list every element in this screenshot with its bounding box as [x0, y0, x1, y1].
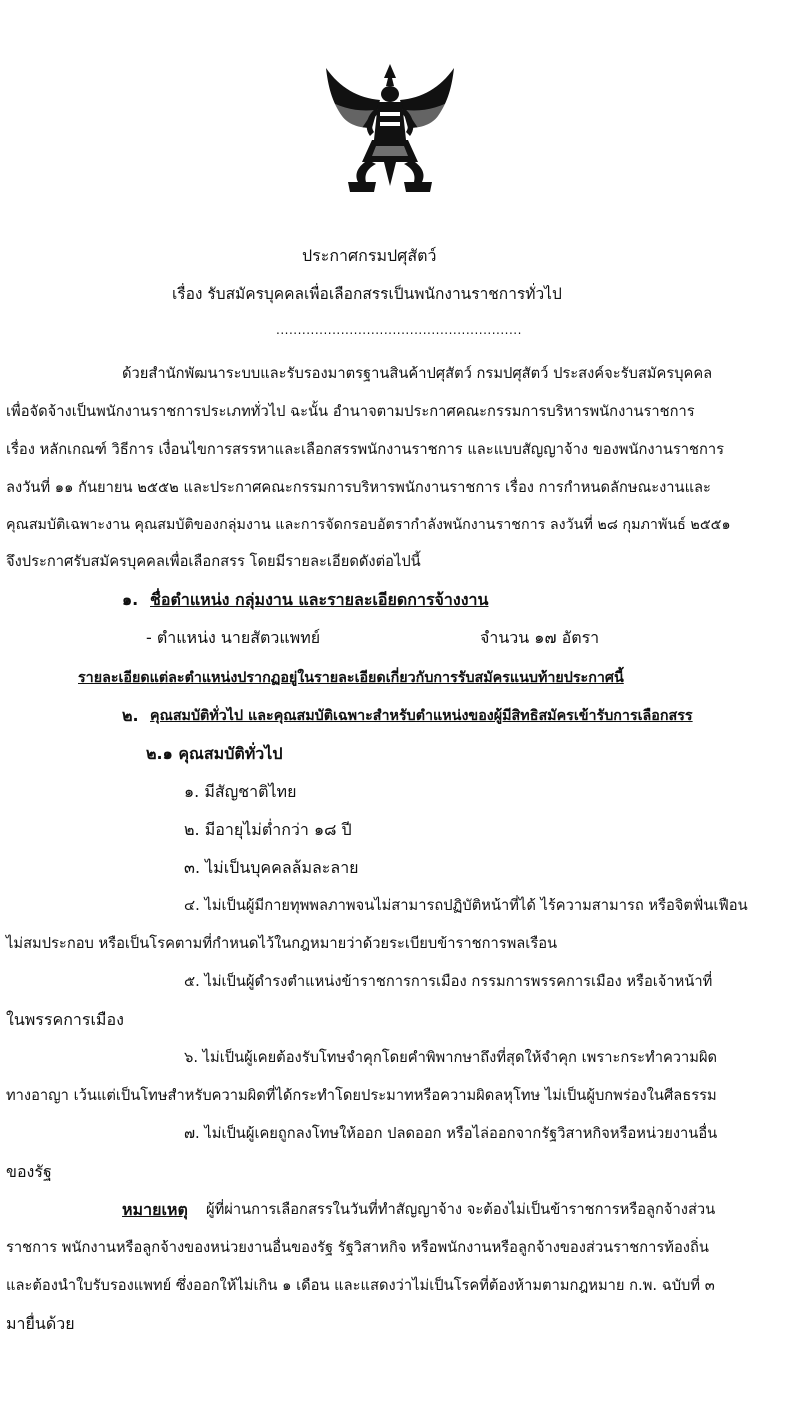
remark-line-2: ราชการ พนักงานหรือลูกจ้างของหน่วยงานอื่นของรัฐ รัฐวิสาหกิจ หรือพนักงานหรือลูกจ้างของส่วนราชการท้องถิ่น	[6, 1239, 709, 1256]
intro-line-5: คุณสมบัติเฉพาะงาน คุณสมบัติของกลุ่มงาน และการจัดกรอบอัตรากำลังพนักงานราชการ ลงวันที่ ๒๘ กุมภาพันธ์ ๒๕๕๑	[6, 517, 731, 533]
qualification-item: ๕. ไม่เป็นผู้ดำรงตำแหน่งข้าราชการการเมือง กรรมการพรรคการเมือง หรือเจ้าหน้าที่	[184, 973, 713, 990]
qualification-item-continued: ของรัฐ	[6, 1162, 52, 1181]
intro-line-2: เพื่อจัดจ้างเป็นพนักงานราชการประเภททั่วไป ฉะนั้น อำนาจตามประกาศคณะกรรมการบริหารพนักงานราชการ	[6, 403, 695, 420]
intro-line-3: เรื่อง หลักเกณฑ์ วิธีการ เงื่อนไขการสรรหาและเลือกสรรพนักงานราชการ และแบบสัญญาจ้าง ของพนักงานราชการ	[6, 441, 724, 458]
remark-line-3: และต้องนำใบรับรองแพทย์ ซึ่งออกให้ไม่เกิน ๑ เดือน และแสดงว่าไม่เป็นโรคที่ต้องห้ามตามกฎหมาย ก.พ. ฉบับที่ ๓	[6, 1277, 715, 1294]
section-2-1-heading: ๒.๑ คุณสมบัติทั่วไป	[146, 744, 283, 763]
qualification-item: ๔. ไม่เป็นผู้มีกายทุพพลภาพจนไม่สามารถปฏิบัติหน้าที่ได้ ไร้ความสามารถ หรือจิตฟั่นเฟือน	[184, 897, 748, 914]
section-1-number: ๑.	[122, 590, 139, 609]
position-name: - ตำแหน่ง นายสัตวแพทย์	[146, 628, 321, 647]
qualification-item: ๓. ไม่เป็นบุคคลล้มละลาย	[184, 858, 359, 877]
remark-line-4: มายื่นด้วย	[6, 1314, 75, 1333]
intro-line-6: จึงประกาศรับสมัครบุคคลเพื่อเลือกสรร โดยมีรายละเอียดดังต่อไปนี้	[6, 553, 421, 570]
document-title: ประกาศกรมปศุสัตว์	[302, 246, 437, 265]
intro-line-1: ด้วยสำนักพัฒนาระบบและรับรองมาตรฐานสินค้าปศุสัตว์ กรมปศุสัตว์ ประสงค์จะรับสมัครบุคคล	[122, 365, 713, 382]
qualification-item: ๑. มีสัญชาติไทย	[184, 782, 297, 801]
position-count: จำนวน ๑๗ อัตรา	[480, 628, 600, 647]
qualification-item: ๖. ไม่เป็นผู้เคยต้องรับโทษจำคุกโดยคำพิพากษาถึงที่สุดให้จำคุก เพราะกระทำความผิด	[184, 1049, 718, 1066]
qualification-item: ๒. มีอายุไม่ต่ำกว่า ๑๘ ปี	[184, 820, 352, 839]
document-subject: เรื่อง รับสมัครบุคคลเพื่อเลือกสรรเป็นพนักงานราชการทั่วไป	[172, 285, 562, 303]
qualification-item-continued: ทางอาญา เว้นแต่เป็นโทษสำหรับความผิดที่ได้กระทำโดยประมาทหรือความผิดลหุโทษ ไม่เป็นผู้บกพร่องในศีลธรรม	[6, 1087, 717, 1104]
remark-line-1: ผู้ที่ผ่านการเลือกสรรในวันที่ทำสัญญาจ้าง จะต้องไม่เป็นข้าราชการหรือลูกจ้างส่วน	[206, 1201, 716, 1218]
position-detail-note: รายละเอียดแต่ละตำแหน่งปรากฏอยู่ในรายละเอียดเกี่ยวกับการรับสมัครแนบท้ายประกาศนี้	[78, 670, 624, 686]
qualification-item-continued: ไม่สมประกอบ หรือเป็นโรคตามที่กำหนดไว้ในกฎหมายว่าด้วยระเบียบข้าราชการพลเรือน	[6, 935, 558, 952]
section-1-heading: ชื่อตำแหน่ง กลุ่มงาน และรายละเอียดการจ้างงาน	[150, 590, 489, 609]
qualification-item-continued: ในพรรคการเมือง	[6, 1010, 124, 1029]
remark-label: หมายเหตุ	[122, 1200, 188, 1219]
section-2-heading: คุณสมบัติทั่วไป และคุณสมบัติเฉพาะสำหรับตำแหน่งของผู้มีสิทธิสมัครเข้ารับการเลือกสรร	[150, 708, 693, 724]
section-2-number: ๒.	[122, 706, 139, 725]
qualification-item: ๗. ไม่เป็นผู้เคยถูกลงโทษให้ออก ปลดออก หรือไล่ออกจากรัฐวิสาหกิจหรือหน่วยงานอื่น	[184, 1125, 718, 1142]
garuda-emblem-icon	[318, 62, 462, 194]
title-divider: .........................................................	[276, 323, 522, 337]
intro-line-4: ลงวันที่ ๑๑ กันยายน ๒๕๕๒ และประกาศคณะกรรมการบริหารพนักงานราชการ เรื่อง การกำหนดลักษณะงานและ	[6, 479, 711, 496]
